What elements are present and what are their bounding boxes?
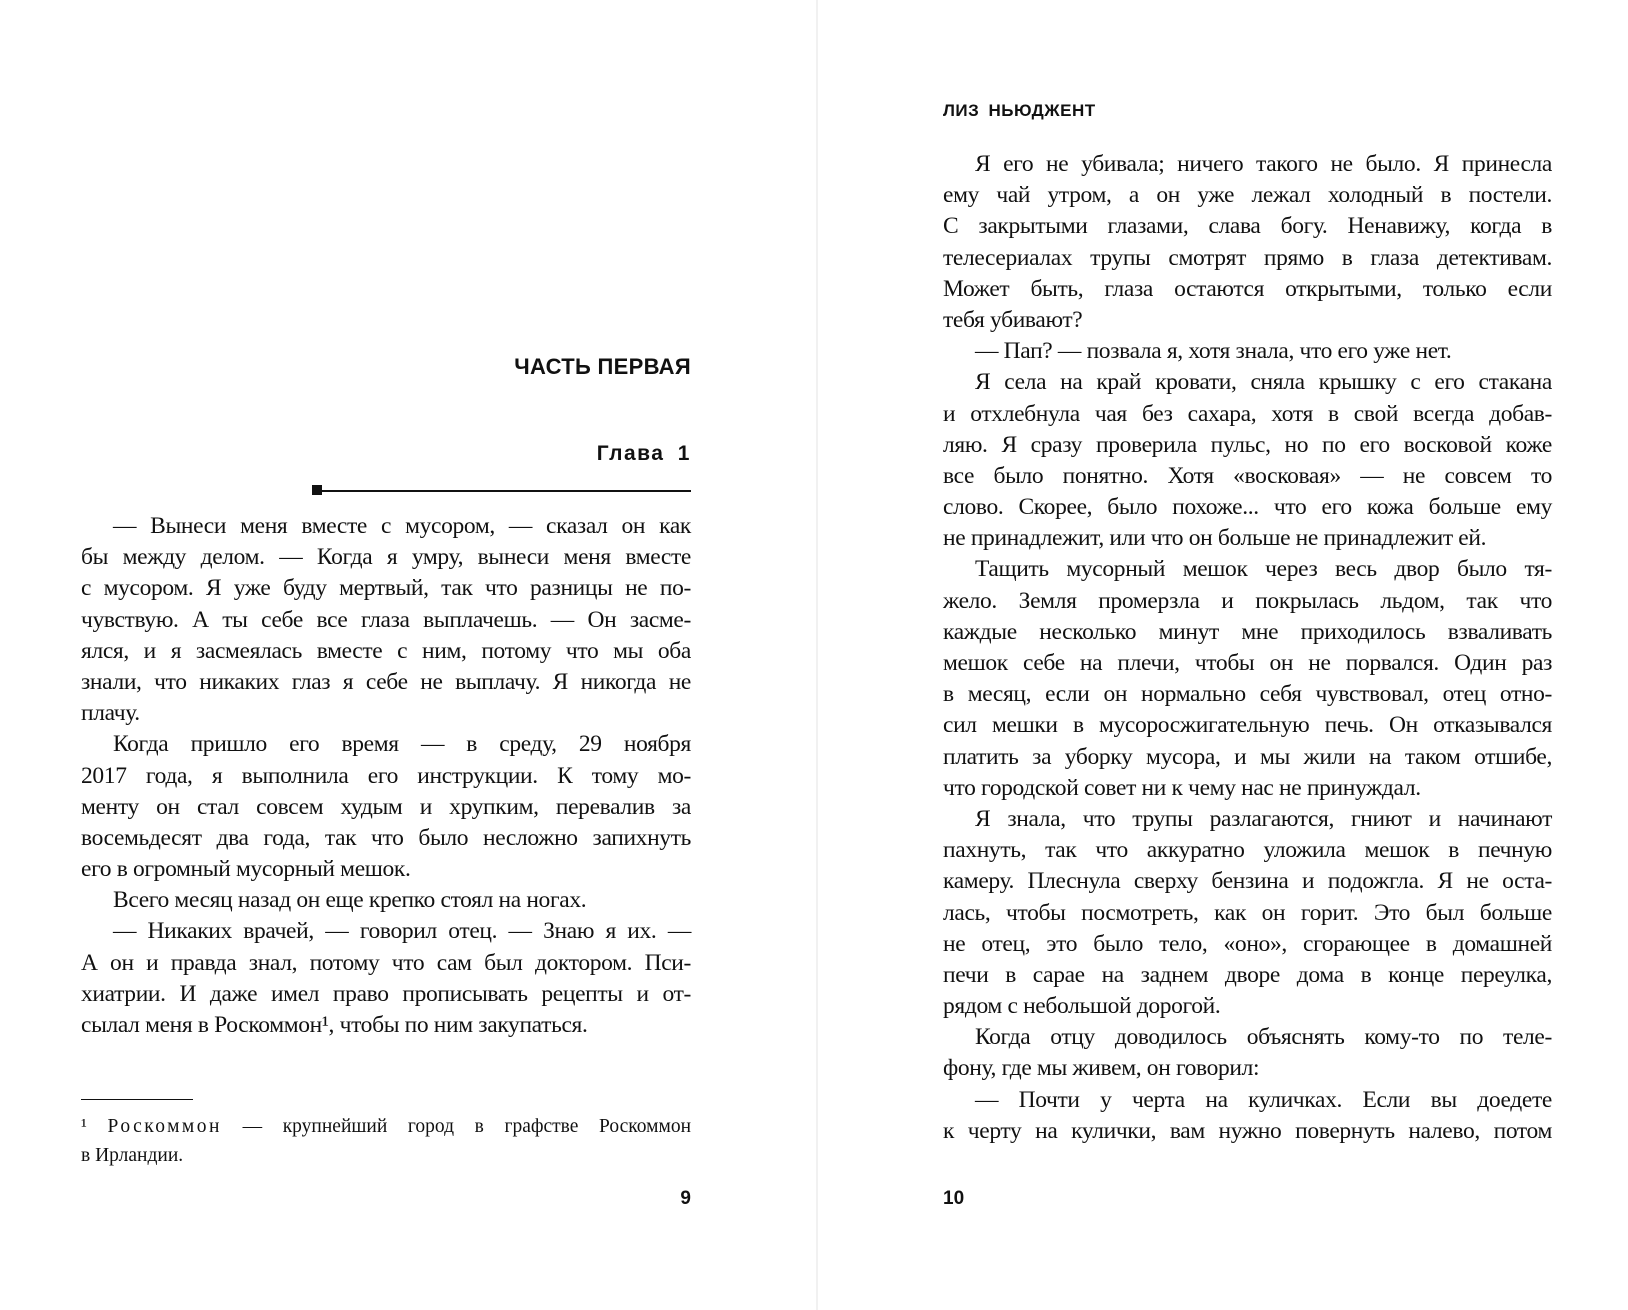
part-title: ЧАСТЬ ПЕРВАЯ: [514, 354, 691, 379]
text-line: знали, что никаких глаз я себе не выплачу. Я никогда не: [81, 668, 691, 695]
footnote-term: Роскоммон: [107, 1116, 222, 1137]
text-line: фону, где мы живем, он говорил:: [943, 1055, 1260, 1082]
chapter-title: Глава 1: [596, 442, 691, 465]
text-line: что городской совет ни к чему нас не принуждал.: [943, 774, 1421, 801]
paragraph: [81, 729, 691, 885]
text-line: печи в сарае на заднем дворе дома в конце переулка,: [943, 961, 1552, 988]
text-line: — Вынеси меня вместе с мусором, — сказал он как: [113, 513, 691, 539]
text-line: А он и правда знал, потому что сам был доктором. Пси-: [81, 949, 691, 976]
text-line: ляю. Я сразу проверила пульс, но по его восковой коже: [943, 431, 1552, 458]
text-line: и отхлебнула чая без сахара, хотя в свой всегда добав-: [943, 400, 1552, 427]
left-page-body: [81, 511, 691, 1041]
text-line: телесериалах трупы смотрят прямо в глаза детективам.: [943, 244, 1552, 271]
paragraph: [943, 1085, 1552, 1147]
text-line: — Пап? — позвала я, хотя знала, что его уже нет.: [975, 338, 1452, 365]
text-line: сылал меня в Роскоммон¹, чтобы по ним закупаться.: [81, 1012, 588, 1038]
footnote-text-line2: в Ирландии.: [81, 1145, 184, 1166]
text-line: менту он стал совсем худым и хрупким, перевалив за: [81, 793, 691, 820]
text-line: Я его не убивала; ничего такого не было. Я принесла: [975, 151, 1552, 177]
text-line: к черту на кулички, вам нужно повернуть налево, потом: [943, 1117, 1552, 1144]
text-line: Когда пришло его время — в среду, 29 ноября: [113, 731, 691, 758]
footnote-text: — крупнейший город в графстве Роскоммон: [221, 1116, 691, 1137]
text-line: 2017 года, я выполнила его инструкции. К тому мо-: [81, 762, 691, 789]
text-line: камеру. Плеснула сверху бензина и подожгла. Я не оста-: [943, 868, 1552, 895]
text-line: каждые несколько минут мне приходилось взваливать: [943, 618, 1552, 645]
text-line: чувствую. А ты себе все глаза выплачешь. — Он засме-: [81, 606, 691, 633]
text-line: Я знала, что трупы разлагаются, гниют и начинают: [975, 805, 1552, 832]
text-line: рядом с небольшой дорогой.: [943, 993, 1221, 1020]
paragraph: [943, 149, 1552, 336]
page-number: 9: [680, 1188, 691, 1209]
text-line: бы между делом. — Когда я умру, вынеси меня вместе: [81, 544, 691, 571]
page-number: 10: [943, 1188, 965, 1209]
text-line: все было понятно. Хотя «восковая» — не совсем то: [943, 462, 1552, 489]
text-line: — Никаких врачей, — говорил отец. — Знаю я их. —: [113, 918, 691, 945]
paragraph: [943, 336, 1552, 367]
text-line: — Почти у черта на куличках. Если вы доедете: [975, 1086, 1552, 1113]
paragraph: [943, 804, 1552, 1022]
text-line: С закрытыми глазами, слава богу. Ненавижу, когда в: [943, 213, 1552, 240]
paragraph: [81, 511, 691, 729]
right-page-body: [943, 149, 1552, 1147]
text-line: плачу.: [81, 700, 140, 727]
running-head-author: ЛИЗ НЬЮДЖЕНТ: [943, 101, 1096, 120]
text-line: в месяц, если он нормально себя чувствовал, отец отно-: [943, 681, 1552, 708]
text-line: тебя убивают?: [943, 306, 1083, 333]
paragraph: [943, 1022, 1552, 1084]
text-line: жело. Земля промерзла и покрылась льдом, так что: [943, 587, 1552, 614]
text-line: ему чай утром, а он уже лежал холодный в постели.: [943, 182, 1552, 209]
text-line: не принадлежит, или что он больше не принадлежит ей.: [943, 525, 1487, 552]
paragraph: [943, 554, 1552, 804]
text-line: ялся, и я засмеялась вместе с ним, потому что мы оба: [81, 637, 691, 664]
chapter-rule: [316, 490, 691, 492]
text-line: Когда отцу доводилось объяснять кому-то по теле-: [975, 1024, 1552, 1051]
text-line: пахнуть, так что аккуратно уложила мешок в печную: [943, 837, 1552, 864]
text-line: не отец, это было тело, «оно», сгорающее в домашней: [943, 930, 1552, 957]
text-line: мешок себе на плечи, чтобы он не порвался. Один раз: [943, 650, 1552, 676]
footnote-rule: [81, 1099, 193, 1100]
text-line: слово. Скорее, было похоже... что его кожа больше ему: [943, 494, 1552, 521]
right-page: [818, 0, 1628, 1310]
text-line: восемьдесят два года, так что было несложно запихнуть: [81, 824, 691, 851]
text-line: платить за уборку мусора, и мы жили на таком отшибе,: [943, 743, 1552, 770]
paragraph: [81, 916, 691, 1041]
text-line: его в огромный мусорный мешок.: [81, 856, 411, 883]
text-line: Всего месяц назад он еще крепко стоял на ногах.: [113, 887, 587, 914]
paragraph: [81, 885, 691, 916]
text-line: лась, чтобы посмотреть, как он горит. Это был больше: [943, 899, 1552, 926]
text-line: сил мешки в мусоросжигательную печь. Он отказывался: [943, 712, 1552, 739]
footnote: [81, 1112, 691, 1170]
text-line: хиатрии. И даже имел право прописывать рецепты и от-: [81, 980, 691, 1007]
text-line: Тащить мусорный мешок через весь двор было тя-: [975, 556, 1552, 583]
text-line: Может быть, глаза остаются открытыми, только если: [943, 275, 1552, 302]
text-line: с мусором. Я уже буду мертвый, так что разницы не по-: [81, 575, 691, 602]
paragraph: [943, 367, 1552, 554]
text-line: Я села на край кровати, сняла крышку с его стакана: [975, 369, 1552, 396]
footnote-marker: ¹: [81, 1116, 87, 1137]
